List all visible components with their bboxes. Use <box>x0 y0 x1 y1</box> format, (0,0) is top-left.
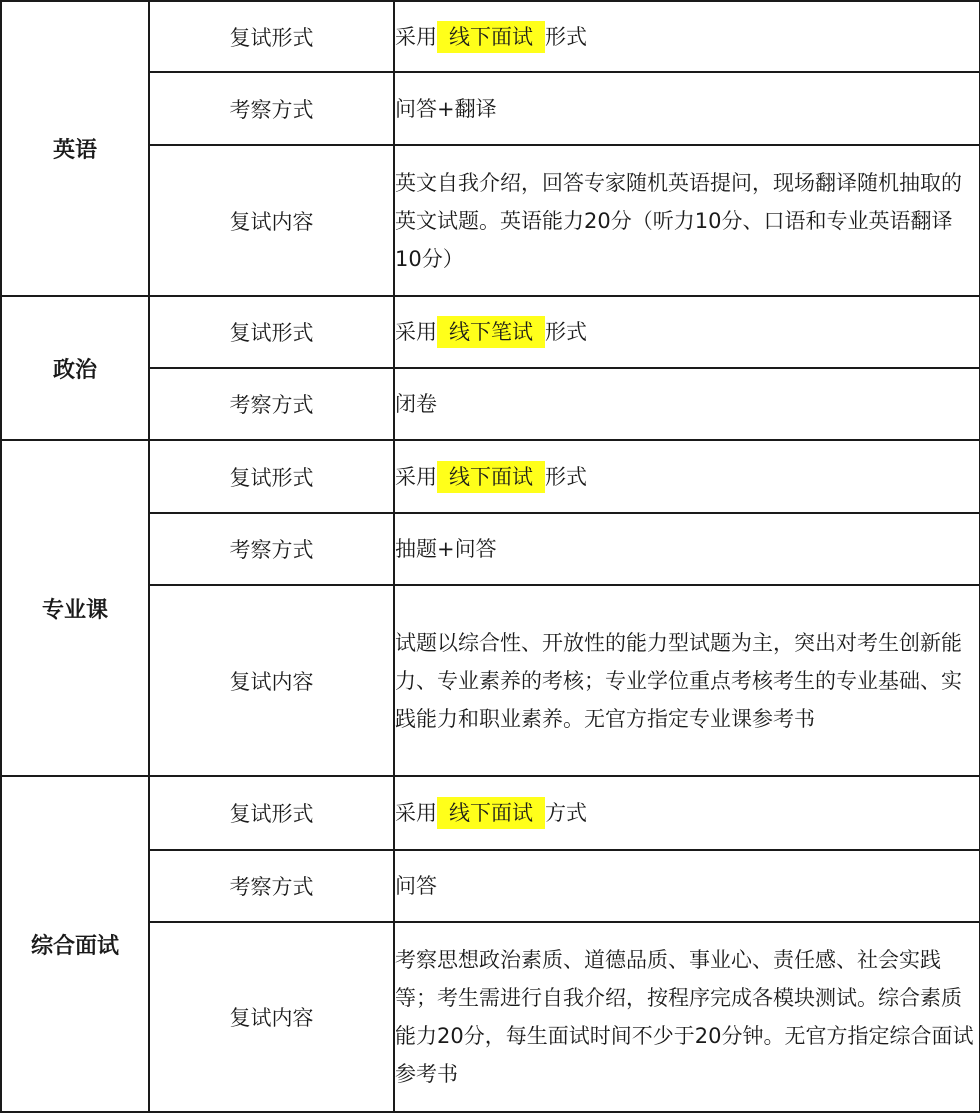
detail-text: 抽题+问答 <box>394 513 980 585</box>
detail-cell <box>394 296 980 368</box>
aspect-label: 复试内容 <box>149 145 394 296</box>
aspect-label: 复试形式 <box>149 776 394 850</box>
detail-text: 问答 <box>394 850 980 922</box>
aspect-label: 复试形式 <box>149 296 394 368</box>
detail-cell <box>394 440 980 513</box>
aspect-label: 复试内容 <box>149 585 394 776</box>
detail-suffix: 形式 <box>545 24 587 49</box>
aspect-label: 考察方式 <box>149 368 394 440</box>
aspect-label: 复试形式 <box>149 440 394 513</box>
table-row <box>1 1 980 72</box>
aspect-label: 考察方式 <box>149 850 394 922</box>
detail-cell <box>394 776 980 850</box>
aspect-label: 复试内容 <box>149 922 394 1112</box>
detail-prefix: 采用 <box>395 464 437 489</box>
aspect-label: 考察方式 <box>149 72 394 145</box>
detail-text: 试题以综合性、开放性的能力型试题为主，突出对考生创新能力、专业素养的考核；专业学位重点考核考生的专业基础、实践能力和职业素养。无官方指定专业课参考书 <box>394 585 980 776</box>
detail-prefix: 采用 <box>395 320 437 344</box>
section-name-english: 英语 <box>1 1 149 296</box>
aspect-label: 复试形式 <box>149 1 394 72</box>
detail-text: 英文自我介绍，回答专家随机英语提问，现场翻译随机抽取的英文试题。英语能力20分（听力10分、口语和专业英语翻译10分） <box>394 145 980 296</box>
detail-prefix: 采用 <box>395 24 437 49</box>
aspect-label: 考察方式 <box>149 513 394 585</box>
table-row <box>1 296 980 368</box>
highlight-text: 线下面试 <box>437 461 545 493</box>
detail-suffix: 形式 <box>545 320 587 344</box>
table-row <box>1 776 980 850</box>
highlight-text: 线下笔试 <box>437 316 545 348</box>
detail-text: 考察思想政治素质、道德品质、事业心、责任感、社会实践等；考生需进行自我介绍，按程序完成各模块测试。综合素质能力20分，每生面试时间不少于20分钟。无官方指定综合面试参考书 <box>394 922 980 1112</box>
detail-cell <box>394 1 980 72</box>
detail-text: 问答+翻译 <box>394 72 980 145</box>
highlight-text: 线下面试 <box>437 797 545 829</box>
section-name-major-course: 专业课 <box>1 440 149 776</box>
section-name-politics: 政治 <box>1 296 149 440</box>
table-row <box>1 440 980 513</box>
section-name-interview: 综合面试 <box>1 776 149 1112</box>
detail-text: 闭卷 <box>394 368 980 440</box>
detail-suffix: 方式 <box>545 801 587 825</box>
detail-suffix: 形式 <box>545 464 587 489</box>
detail-prefix: 采用 <box>395 801 437 825</box>
highlight-text: 线下面试 <box>437 21 545 53</box>
